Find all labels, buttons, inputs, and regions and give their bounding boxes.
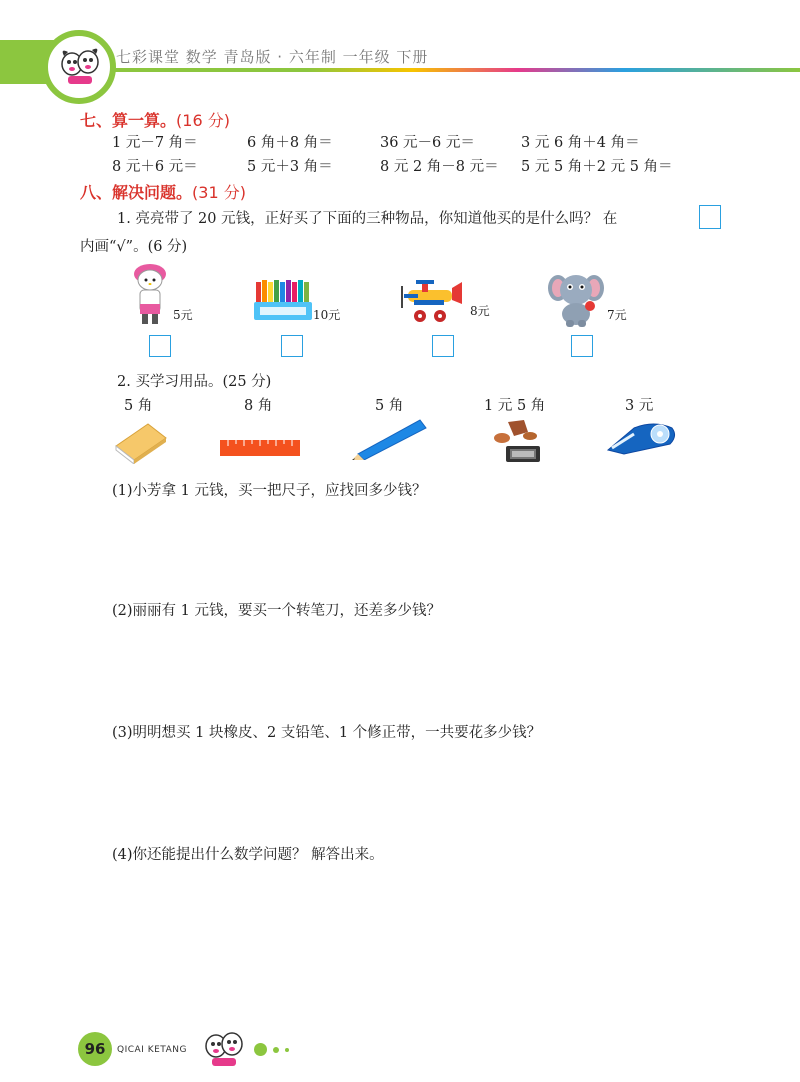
kitty-doll-icon: [128, 260, 172, 326]
pencil-icon: [350, 416, 430, 460]
correction-tape-image: [604, 418, 678, 458]
mascot-icon: [48, 36, 110, 98]
elephant-toy-icon: [548, 270, 604, 328]
footer-mascot-icon: [200, 1026, 248, 1072]
q2-title: 2. 买学习用品。(25 分): [117, 374, 272, 390]
footer-brand: QICAI KETANG: [117, 1045, 187, 1055]
calc-1-4: 3 元 6 角＋4 角＝: [521, 135, 640, 151]
calc-1-3: 36 元－6 元＝: [380, 135, 475, 151]
toy-plane-image: [394, 278, 466, 324]
q1-text-line1: 1. 亮亮带了 20 元钱，正好买了下面的三种物品，你知道他买的是什么吗？ 在: [117, 211, 618, 227]
toy-plane-checkbox[interactable]: [432, 335, 454, 357]
calc-1-1: 1 元－7 角＝: [112, 135, 198, 151]
crayons-checkbox[interactable]: [281, 335, 303, 357]
toy-plane-icon: [394, 278, 466, 324]
kitty-doll-image: [128, 260, 172, 326]
ruler-image: [220, 438, 300, 458]
q1-inline-box: [699, 205, 721, 229]
correction-tape-icon: [604, 418, 678, 458]
eraser-icon: [112, 420, 170, 464]
pencil-image: [350, 416, 430, 460]
section-8-score: (31 分): [192, 183, 246, 202]
calc-1-2: 6 角＋8 角＝: [247, 135, 333, 151]
kitty-doll-checkbox[interactable]: [149, 335, 171, 357]
page-number: 96: [78, 1032, 112, 1066]
section-8-heading: [80, 180, 246, 203]
pencil-price: 5 角: [375, 398, 404, 414]
kitty-doll-price: 5元: [173, 308, 193, 322]
eraser-image: [112, 420, 170, 464]
section-7-heading: [80, 108, 230, 131]
calc-2-3: 8 元 2 角－8 元＝: [380, 159, 499, 175]
correction-tape-price: 3 元: [625, 398, 654, 414]
crayons-icon: [254, 278, 312, 322]
header-rainbow-line: [95, 68, 800, 72]
footer-dot-medium: [273, 1047, 279, 1053]
elephant-toy-price: 7元: [607, 308, 627, 322]
section-7-title: 七、算一算。: [80, 111, 177, 130]
calc-2-2: 5 元＋3 角＝: [247, 159, 333, 175]
section-8-title: 八、解决问题。: [80, 183, 193, 202]
footer-dot-large: [254, 1043, 267, 1056]
eraser-price: 5 角: [124, 398, 153, 414]
elephant-toy-image: [548, 270, 604, 328]
header-mascot-logo: [42, 30, 116, 104]
calc-2-4: 5 元 5 角＋2 元 5 角＝: [521, 159, 673, 175]
crayons-image: [254, 278, 312, 322]
ruler-icon: [220, 438, 300, 458]
sharpener-price: 1 元 5 角: [484, 398, 546, 414]
q2-sub-4: (4)你还能提出什么数学问题？ 解答出来。: [112, 847, 384, 863]
q2-sub-1: (1)小芳拿 1 元钱，买一把尺子，应找回多少钱？: [112, 483, 427, 499]
crayons-price: 10元: [313, 308, 341, 322]
footer-dot-small: [285, 1048, 289, 1052]
toy-plane-price: 8元: [470, 304, 490, 318]
header-title: 七彩课堂 数学 青岛版 · 六年制 一年级 下册: [116, 48, 429, 66]
q1-text-line2: 内画“√”。(6 分): [80, 239, 188, 255]
calc-2-1: 8 元＋6 元＝: [112, 159, 198, 175]
sharpener-image: [488, 418, 546, 466]
section-7-score: (16 分): [176, 111, 230, 130]
sharpener-icon: [488, 418, 546, 466]
ruler-price: 8 角: [244, 398, 273, 414]
footer-mascot: [200, 1026, 248, 1072]
elephant-toy-checkbox[interactable]: [571, 335, 593, 357]
q2-sub-2: (2)丽丽有 1 元钱，要买一个转笔刀，还差多少钱？: [112, 603, 441, 619]
q2-sub-3: (3)明明想买 1 块橡皮、2 支铅笔、1 个修正带，一共要花多少钱？: [112, 725, 542, 741]
